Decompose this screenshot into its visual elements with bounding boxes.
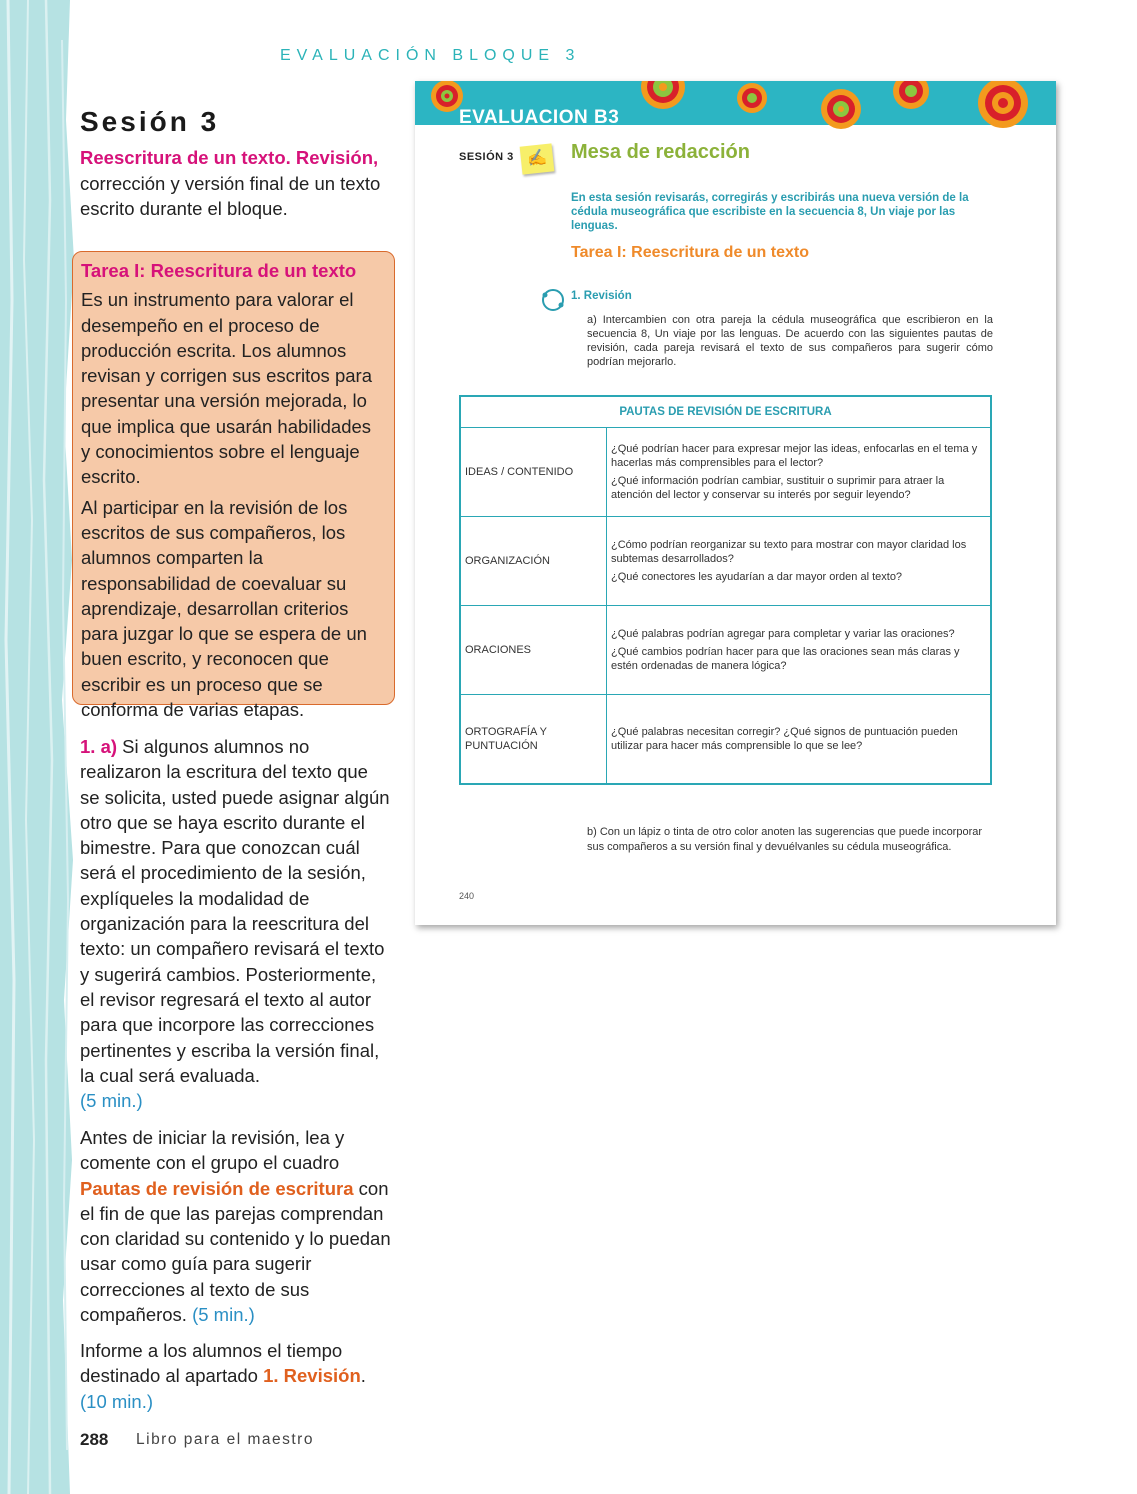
- table-row-category: IDEAS / CONTENIDO: [460, 428, 607, 517]
- table-row-question: ¿Qué palabras podrían agregar para completar y variar las oraciones?: [611, 628, 955, 640]
- item-1a-label: 1. a): [80, 736, 118, 757]
- page-title: Mesa de redacción: [571, 141, 750, 163]
- item-1a-paragraph: [80, 734, 392, 1113]
- table-row: [460, 606, 991, 695]
- table-row-question: ¿Qué información podrían cambiar, sustituir o suprimir para atraer la atención del lector y conservar su interés por seguir leyendo?: [611, 475, 945, 501]
- before-review-time: (5 min.): [192, 1304, 255, 1326]
- page-intro: En esta sesión revisarás, corregirás y escribirás una nueva versión de la cédula museográfica que escribiste en la secuencia 8, Un viaje por las lenguas.: [571, 192, 969, 232]
- page-session-label: SESIÓN 3: [459, 151, 514, 163]
- lead-text: corrección y versión final de un texto escrito durante el bloque.: [80, 172, 381, 219]
- task-box-paragraph-2: Al participar en la revisión de los escritos de sus compañeros, los alumnos comparten la responsabilidad de coevaluar su aprendizaje, desarrollan criterios para juzgar lo que se espera de un buen escrito, y reconocen que escribir es un proceso que se conforma de varias etapas.: [81, 496, 367, 721]
- task-box-paragraph-1: Es un instrumento para valorar el desempeño en el proceso de producción escrita. Los alumnos revisan y corrigen sus escritos para presentar una versión mejorada, lo que implica que usarán habilidades y conocimientos sobre el lenguaje escrito.: [81, 289, 372, 488]
- revision-guidelines-table: [459, 395, 992, 785]
- page-band-title: EVALUACION B3: [459, 107, 620, 128]
- table-row-question: ¿Cómo podrían reorganizar su texto para mostrar con mayor claridad los subtemas desarrollados?: [611, 539, 967, 565]
- table-header: PAUTAS DE REVISIÓN DE ESCRITURA: [460, 396, 991, 428]
- table-row: [460, 428, 991, 517]
- page-task-title: Tarea I: Reescritura de un texto: [571, 244, 809, 261]
- lead-highlight: Reescritura de un texto. Revisión,: [80, 147, 379, 168]
- review-item-b: b) Con un lápiz o tinta de otro color anoten las sugerencias que puede incorporar sus compañeros a su versión final y devuélvanles su cédula museográfica.: [587, 826, 983, 853]
- table-row-question: ¿Qué palabras necesitan corregir? ¿Qué signos de puntuación pueden utilizar para hacer más comprensible lo que se lee?: [611, 726, 958, 752]
- inform-text-1: Informe a los alumnos el tiempo destinado al apartado: [80, 1340, 343, 1387]
- session-title: Sesión 3: [80, 106, 220, 137]
- table-row-question: ¿Qué cambios podrían hacer para que las oraciones sean más claras y estén ordenadas de manera lógica?: [611, 646, 960, 672]
- inform-highlight: 1. Revisión: [263, 1365, 361, 1387]
- table-row-question: ¿Qué conectores les ayudarían a dar mayor orden al texto?: [611, 571, 903, 583]
- review-section-title: 1. Revisión: [571, 290, 632, 302]
- inform-paragraph: [80, 1338, 392, 1414]
- before-review-text-1: Antes de iniciar la revisión, lea y comente con el grupo el cuadro: [80, 1127, 345, 1174]
- table-row: [460, 695, 991, 785]
- item-1a-text: Si algunos alumnos no realizaron la escritura del texto que se solicita, usted puede asignar algún otro que se haya escrito durante el bimestre. Para que conozcan cuál será el procedimiento de la sesión, explíqueles la modalidad de organización para la reescritura del texto: un compañero revisará el texto y sugerirá cambios. Posteriormente, el revisor regresará el texto al autor para que incorpore las correcciones pertinentes y escriba la versión final, la cual será evaluada.: [80, 736, 390, 1086]
- inform-time: (10 min.): [80, 1390, 153, 1412]
- embedded-textbook-page: [415, 81, 1056, 925]
- cycle-arrows-icon: [540, 287, 566, 313]
- review-item-a: a) Intercambien con otra pareja la cédula museográfica que escribieron en la secuencia 8, Un viaje por las lenguas. De acuerdo con las siguientes pautas de revisión, cada pareja revisará el texto de sus compañeros para sugerir cómo podrían mejorarlo.: [587, 314, 993, 368]
- running-header: EVALUACIÓN BLOQUE 3: [280, 47, 581, 64]
- inform-text-2: .: [360, 1365, 366, 1387]
- footer-book-title: Libro para el maestro: [136, 1431, 314, 1448]
- table-row: [460, 517, 991, 606]
- item-1a-time: (5 min.): [80, 1090, 143, 1112]
- session-lead: [80, 145, 400, 222]
- embedded-page-number: 240: [459, 891, 475, 901]
- footer-page-number: 288: [80, 1430, 109, 1449]
- brush-stroke-border: [0, 0, 82, 1494]
- before-review-paragraph: [80, 1125, 392, 1327]
- table-row-category: ORACIONES: [460, 606, 607, 695]
- task-info-box: [72, 251, 395, 721]
- pencil-note-icon: ✍: [520, 143, 555, 174]
- task-box-title: Tarea I: Reescritura de un texto: [81, 260, 357, 281]
- table-row-category: ORTOGRAFÍA Y PUNTUACIÓN: [460, 695, 607, 785]
- table-row-question: ¿Qué podrían hacer para expresar mejor las ideas, enfocarlas en el tema y hacerlas más comprensibles para el lector?: [611, 443, 978, 469]
- table-row-category: ORGANIZACIÓN: [460, 517, 607, 606]
- before-review-highlight: Pautas de revisión de escritura: [80, 1177, 354, 1199]
- before-review-text-2: con el fin de que las parejas comprendan con claridad su contenido y lo puedan usar como guía para sugerir correcciones al texto de sus compañeros.: [80, 1177, 391, 1326]
